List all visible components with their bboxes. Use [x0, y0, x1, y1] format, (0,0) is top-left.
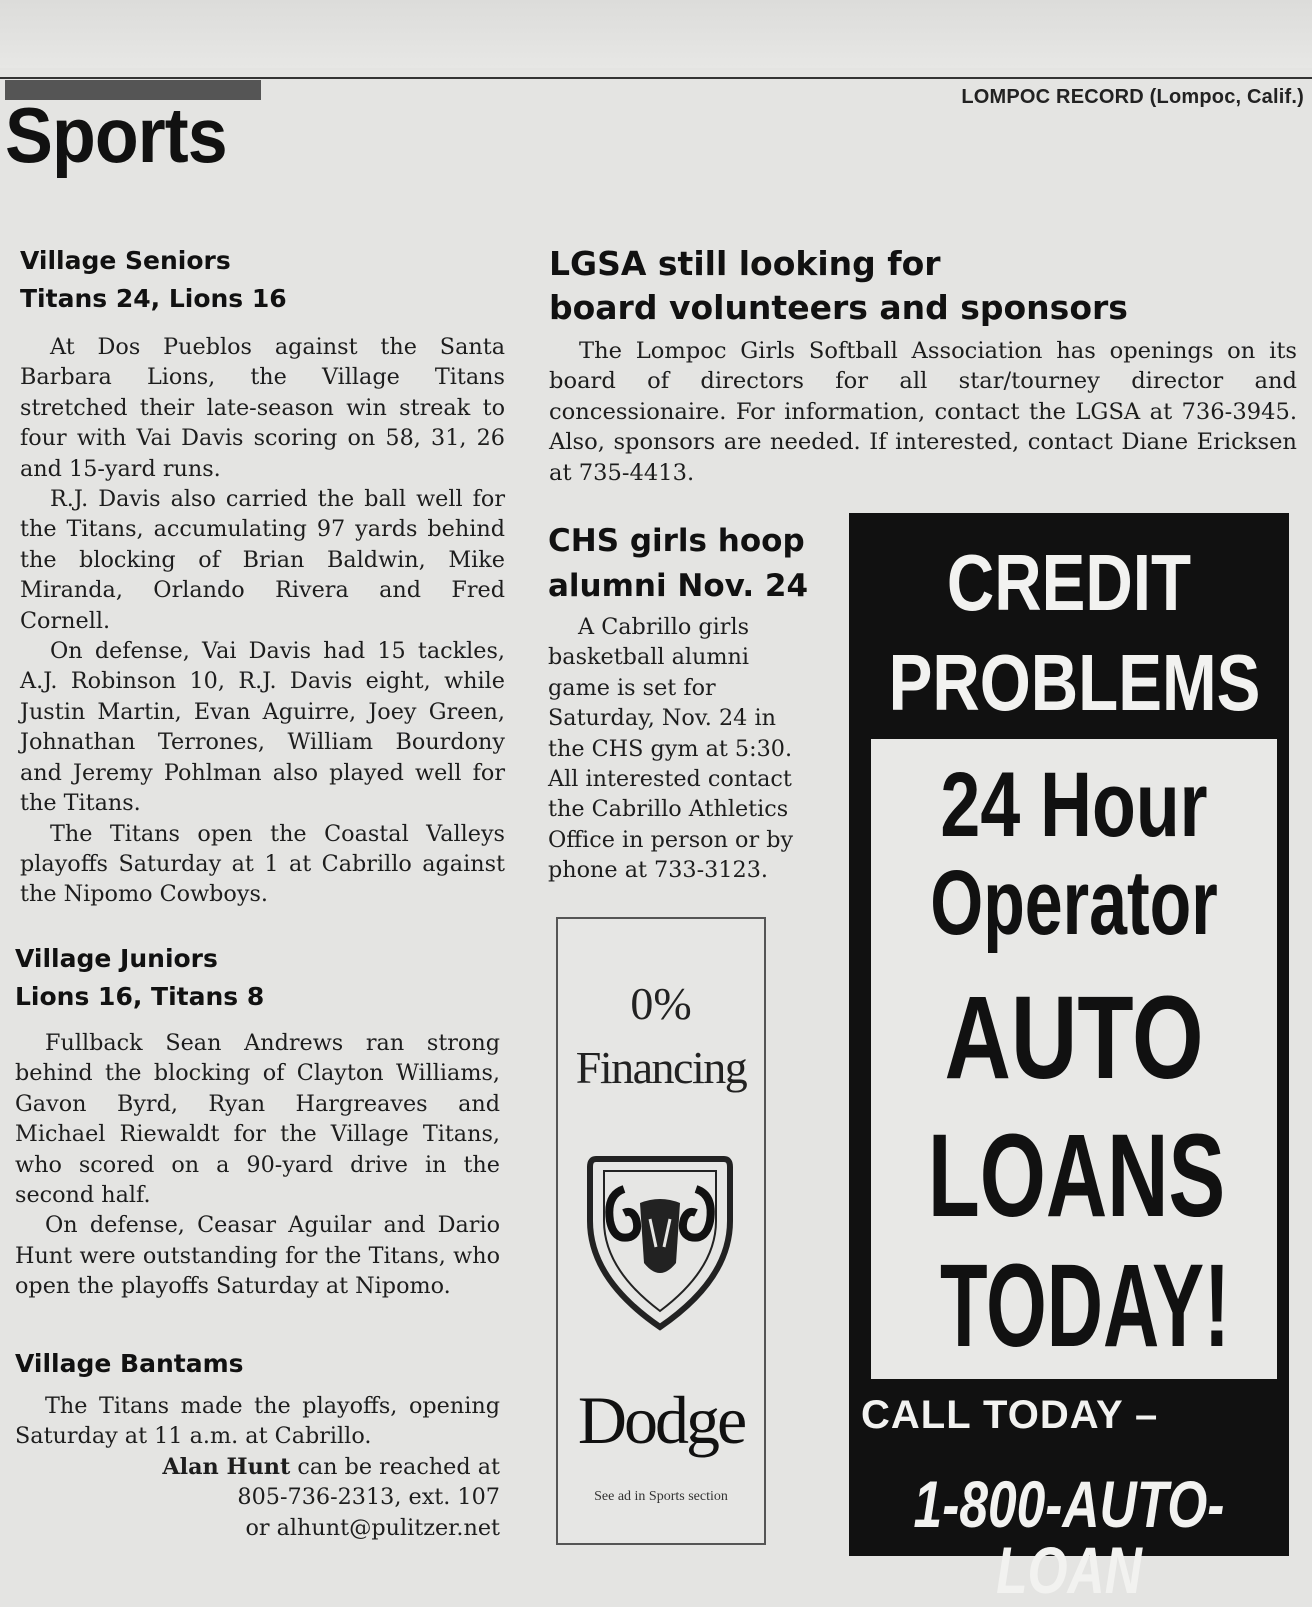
ad-line: 24 Hour — [940, 754, 1208, 856]
paragraph: The Titans made the playoffs, opening Saturday at 11 a.m. at Cabrillo. — [15, 1393, 500, 1450]
article-subheading: alumni Nov. 24 — [548, 568, 809, 604]
article-heading: Village Seniors — [20, 246, 231, 275]
paragraph: The Lompoc Girls Softball Association has openings on its board of directors for all star/tourney director and concessionaire. For information, contact the LGSA at 736-3945. Also, sponsors are needed. If interested, contact Diane Ericksen at 735-4413. — [549, 338, 1297, 486]
section-title: Sports — [5, 91, 227, 179]
ad-inner-box — [871, 739, 1277, 1379]
byline-email: or alhunt@pulitzer.net — [245, 1514, 500, 1541]
paper-name: LOMPOC RECORD (Lompoc, Calif.) — [961, 86, 1304, 108]
ad-line: AUTO — [944, 972, 1204, 1104]
byline-phone: 805-736-2313, ext. 107 — [237, 1484, 500, 1511]
paragraph: R.J. Davis also carried the ball well for the Titans, accumulating 97 yards behind the blocking of Brian Baldwin, Mike Miranda, Orlando Rivera and Fred Cornell. — [20, 486, 505, 634]
paragraph: On defense, Ceasar Aguilar and Dario Hunt were outstanding for the Titans, who open the playoffs Saturday at Nipomo. — [15, 1212, 500, 1300]
article-subheading: Lions 16, Titans 8 — [15, 982, 265, 1011]
ad-line: TODAY! — [940, 1240, 1230, 1372]
article-village-juniors — [15, 940, 500, 1302]
article-heading: CHS girls hoop — [548, 523, 805, 559]
ad-line: LOANS — [927, 1110, 1226, 1242]
paragraph: The Titans open the Coastal Valleys playoffs Saturday at 1 at Cabrillo against the Nipomo Cowboys. — [20, 820, 505, 908]
ad-financing: Financing — [575, 1042, 747, 1093]
byline-name: Alan Hunt — [162, 1453, 291, 1480]
ram-head-icon — [584, 1151, 736, 1331]
article-village-seniors — [20, 242, 505, 910]
ad-line: Operator — [930, 852, 1218, 954]
ad-percent: 0% — [630, 978, 692, 1029]
paragraph: Fullback Sean Andrews ran strong behind the blocking of Clayton Williams, Gavon Byrd, Ryan Hargreaves and Michael Riewaldt for the Village Titans, who scored on a 90-yard drive in the second half. — [15, 1030, 500, 1209]
article-chs — [548, 522, 811, 886]
article-subheading: board volunteers and sponsors — [549, 288, 1128, 327]
article-heading: Village Juniors — [15, 944, 218, 973]
ad-note: See ad in Sports section — [594, 1489, 728, 1504]
header-rule — [0, 77, 1312, 79]
ad-call: CALL TODAY – — [861, 1393, 1159, 1437]
credit-ad — [849, 513, 1289, 1607]
byline-text: can be reached at — [290, 1453, 500, 1480]
paragraph: A Cabrillo girls basketball alumni game is set for Saturday, Nov. 24 in the CHS gym at 5:30. All interested contact the Cabrillo Athletics Office in person or by phone at 733-3123. — [548, 614, 794, 884]
article-subheading: Titans 24, Lions 16 — [20, 284, 287, 313]
ad-brand: Dodge — [577, 1382, 745, 1458]
article-heading: LGSA still looking for — [549, 244, 941, 283]
dodge-ad — [556, 917, 766, 1545]
ad-line: CREDIT — [946, 538, 1192, 627]
article-heading: Village Bantams — [15, 1349, 244, 1378]
ad-phone: 1-800-AUTO-LOAN — [913, 1467, 1225, 1607]
byline — [15, 1452, 500, 1482]
article-lgsa — [549, 242, 1297, 488]
top-paper-edge — [0, 0, 1312, 68]
paragraph: At Dos Pueblos against the Santa Barbara Lions, the Village Titans stretched their late-season win streak to four with Vai Davis scoring on 58, 31, 26 and 15-yard runs. — [20, 334, 505, 482]
article-village-bantams — [15, 1345, 500, 1543]
ad-line: PROBLEMS — [888, 638, 1261, 727]
paragraph: On defense, Vai Davis had 15 tackles, A.J. Robinson 10, R.J. Davis eight, while Justin Martin, Evan Aguirre, Joey Green, Johnathan Terrones, William Bourdony and Jeremy Pohlman also played well for the Titans. — [20, 638, 505, 817]
